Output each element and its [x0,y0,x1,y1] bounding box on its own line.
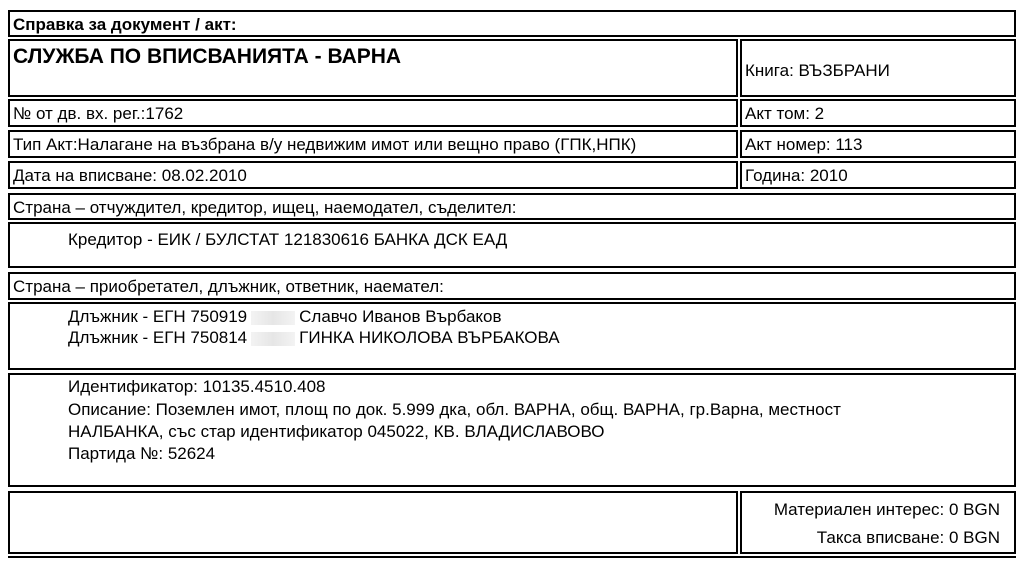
property-cell [8,373,1016,487]
material-interest: Материален интерес: 0 BGN [773,500,1000,519]
registry-office-name: СЛУЖБА ПО ВПИСВАНИЯТА - ВАРНА [13,45,402,68]
redaction-mark [251,311,295,325]
debtor-name: ГИНКА НИКОЛОВА ВЪРБАКОВА [299,328,560,347]
party1-heading-cell [8,193,1016,220]
party1-body [8,222,1016,268]
act-year: Година: 2010 [745,166,848,185]
registration-fee: Такса вписване: 0 BGN [816,528,1000,547]
document-header [8,10,1016,37]
date-cell [8,161,738,189]
act-number-cell [740,130,1016,158]
debtor-name: Славчо Иванов Върбаков [299,307,502,326]
act-number: Акт номер: 113 [745,135,863,154]
debtor-line [68,307,502,327]
debtor-id: Длъжник - ЕГН 750814 [68,328,248,347]
debtor-id: Длъжник - ЕГН 750919 [68,307,248,326]
book-label: Книга: ВЪЗБРАНИ [745,61,890,80]
act-type: Тип Акт:Налагане на възбрана в/у недвижим имот или вещно право (ГПК,НПК) [13,135,637,154]
book-cell [740,39,1016,97]
creditor-line: Кредитор - ЕИК / БУЛСТАТ 121830616 БАНКА ДСК ЕАД [68,230,508,249]
document-header-title: Справка за документ / акт: [13,15,237,34]
registration-date: Дата на вписване: 08.02.2010 [13,166,247,185]
reg-number: № от дв. вх. рег.:1762 [13,104,184,123]
party2-heading-cell [8,272,1016,300]
party1-heading: Страна – отчуждител, кредитор, ищец, наемодател, съделител: [13,198,517,217]
year-cell [740,161,1016,189]
act-type-cell [8,130,738,158]
registry-office [8,39,738,97]
fees-cell [740,491,1016,554]
bottom-rule [8,556,1016,558]
property-description-continued: НАЛБАНКА, със стар идентификатор 045022, КВ. ВЛАДИСЛАВОВО [68,422,605,441]
property-identifier: Идентификатор: 10135.4510.408 [68,377,326,396]
reg-number-cell [8,99,738,127]
fees-empty-cell [8,491,738,554]
act-volume: Акт том: 2 [745,104,825,123]
debtor-line [68,328,560,348]
party2-body [8,302,1016,370]
volume-cell [740,99,1016,127]
lot-number: Партида №: 52624 [68,444,216,463]
property-description: Описание: Поземлен имот, площ по док. 5.999 дка, обл. ВАРНА, общ. ВАРНА, гр.Варна, местност [68,400,841,419]
redaction-mark [251,332,295,346]
party2-heading: Страна – приобретател, длъжник, ответник, наемател: [13,277,444,296]
